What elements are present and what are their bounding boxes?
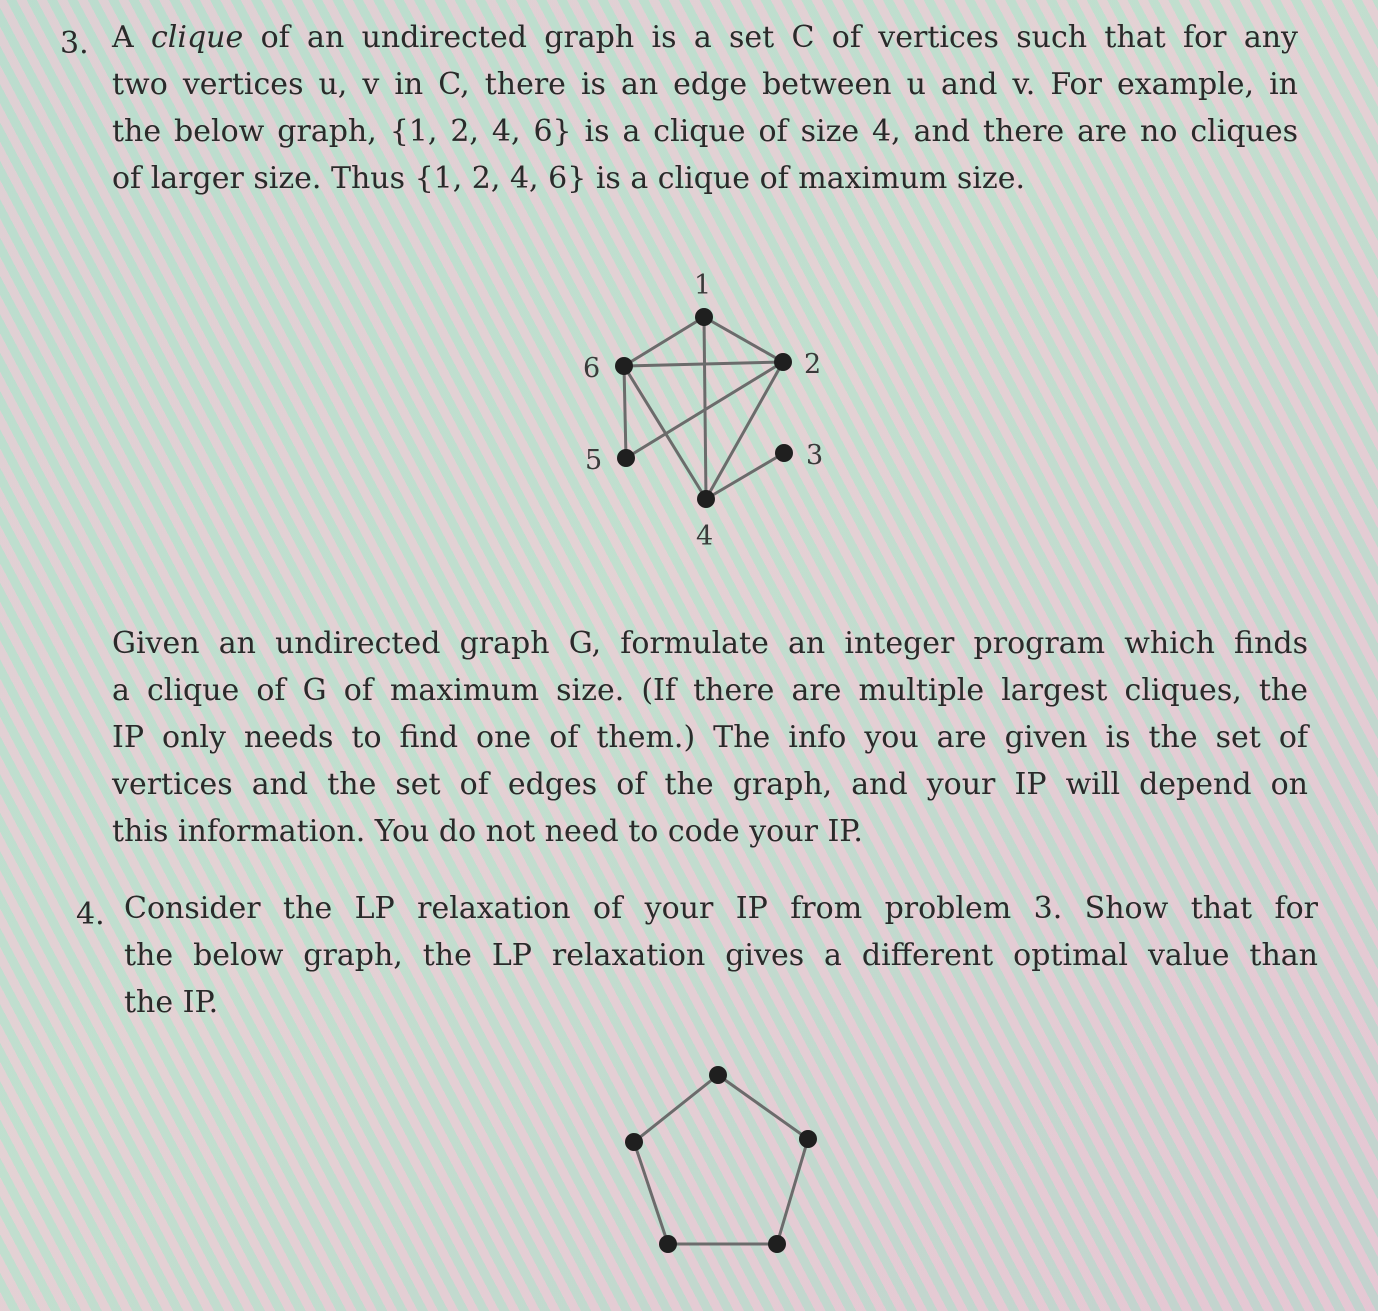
vertex-c [768, 1235, 786, 1253]
edge-2-6 [624, 362, 783, 366]
task-line: a clique of G of maximum size. (If there are multiple largest cliques, the [112, 673, 1308, 708]
problem-4-line: the below graph, the LP relaxation gives a different optimal value than [124, 938, 1318, 973]
clique-example-graph [583, 270, 823, 552]
vertex-label-5: 5 [585, 445, 603, 476]
edge-e-a [634, 1075, 718, 1142]
vertex-6 [615, 357, 633, 375]
edge-1-6 [624, 317, 704, 366]
edge-b-c [777, 1139, 808, 1244]
problem-4-line: the IP. [124, 985, 219, 1020]
problem-3-number: 3. [60, 26, 89, 61]
vertex-5 [617, 449, 635, 467]
problem-3-line-3: the below graph, {1, 2, 4, 6} is a clique of size 4, and there are no cliques [112, 114, 1298, 149]
vertex-label-3: 3 [806, 440, 824, 471]
vertex-label-6: 6 [583, 353, 601, 384]
problem-3-task [112, 620, 1308, 855]
vertex-a [709, 1066, 727, 1084]
task-line: IP only needs to find one of them.) The info you are given is the set of [112, 720, 1308, 755]
vertex-label-2: 2 [804, 349, 822, 380]
vertex-3 [775, 444, 793, 462]
vertex-d [659, 1235, 677, 1253]
edge-5-6 [624, 366, 626, 458]
edge-4-6 [624, 366, 706, 499]
edge-d-e [634, 1142, 668, 1244]
task-line: this information. You do not need to code your IP. [112, 814, 863, 849]
task-line: vertices and the set of edges of the graph, and your IP will depend on [112, 767, 1308, 802]
problem-4-text [124, 885, 1318, 1026]
pentagon-graph [625, 1066, 817, 1253]
vertex-2 [774, 353, 792, 371]
vertex-4 [697, 490, 715, 508]
vertex-label-4: 4 [696, 521, 714, 552]
problem-3-line-4: of larger size. Thus {1, 2, 4, 6} is a clique of maximum size. [112, 161, 1025, 196]
vertex-1 [695, 308, 713, 326]
edge-2-4 [706, 362, 783, 499]
problem-3-line-2: two vertices u, v in C, there is an edge between u and v. For example, in [112, 67, 1298, 102]
vertex-e [625, 1133, 643, 1151]
problem-4-number: 4. [76, 897, 105, 932]
task-line: Given an undirected graph G, formulate an integer program which finds [112, 626, 1308, 661]
edge-1-2 [704, 317, 783, 362]
problem-3-line-1: A clique of an undirected graph is a set C of vertices such that for any [112, 20, 1298, 55]
vertex-label-1: 1 [694, 270, 712, 301]
problem-4-line: Consider the LP relaxation of your IP from problem 3. Show that for [124, 891, 1318, 926]
edge-a-b [718, 1075, 808, 1139]
clique-term: clique [150, 20, 244, 55]
vertex-b [799, 1130, 817, 1148]
